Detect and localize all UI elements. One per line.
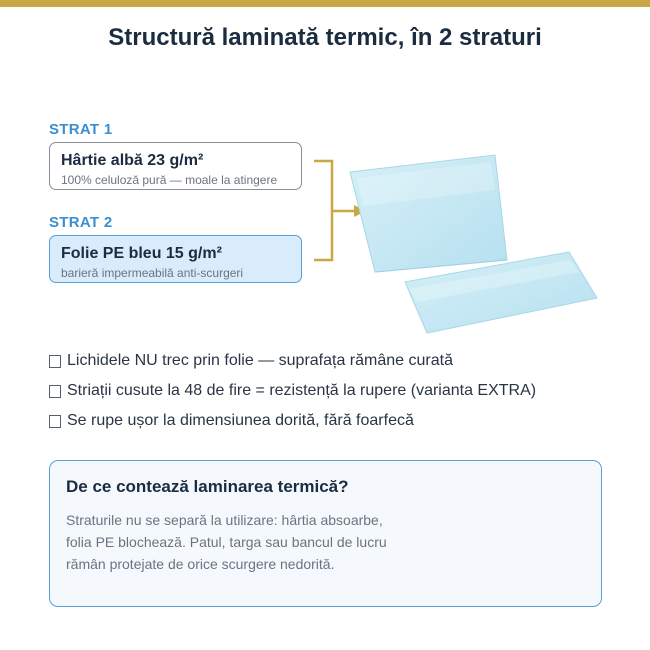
info-body [66,509,585,575]
layer-2-description: barieră impermeabilă anti-scurgeri [61,266,244,280]
layer-2-label: STRAT 2 [49,214,113,231]
feature-text: Striații cusute la 48 de fire = rezistență la rupere (varianta EXTRA) [67,382,537,399]
feature-text: Se rupe ușor la dimensiunea dorită, fără foarfecă [67,412,414,429]
list-item [49,406,536,436]
product-sheets-illustration-icon [345,150,615,340]
page-title: Structură laminată termic, în 2 straturi [108,24,542,51]
layer-2-card [49,235,302,283]
info-card [49,460,602,607]
layer-1-card [49,142,302,190]
layer-2-name: Folie PE bleu 15 g/m² [61,245,222,262]
info-heading: De ce contează laminarea termică? [66,477,349,496]
list-item [49,376,536,406]
layer-1-name: Hârtie albă 23 g/m² [61,152,204,169]
feature-text: Lichidele NU trec prin folie — suprafața rămâne curată [67,352,453,369]
feature-list [49,346,536,436]
list-item [49,346,536,376]
info-line: rămân protejate de orice scurgere nedorită. [66,556,335,572]
top-accent-bar [0,0,650,7]
checkbox-glyph-icon [49,415,61,428]
info-line: Straturile nu se separă la utilizare: hârtia absoarbe, [66,512,383,528]
checkbox-glyph-icon [49,355,61,368]
layer-1-description: 100% celuloză pură — moale la atingere [61,173,278,187]
info-line: folia PE blochează. Patul, targa sau bancul de lucru [66,534,387,550]
checkbox-glyph-icon [49,385,61,398]
layer-1-label: STRAT 1 [49,121,113,138]
